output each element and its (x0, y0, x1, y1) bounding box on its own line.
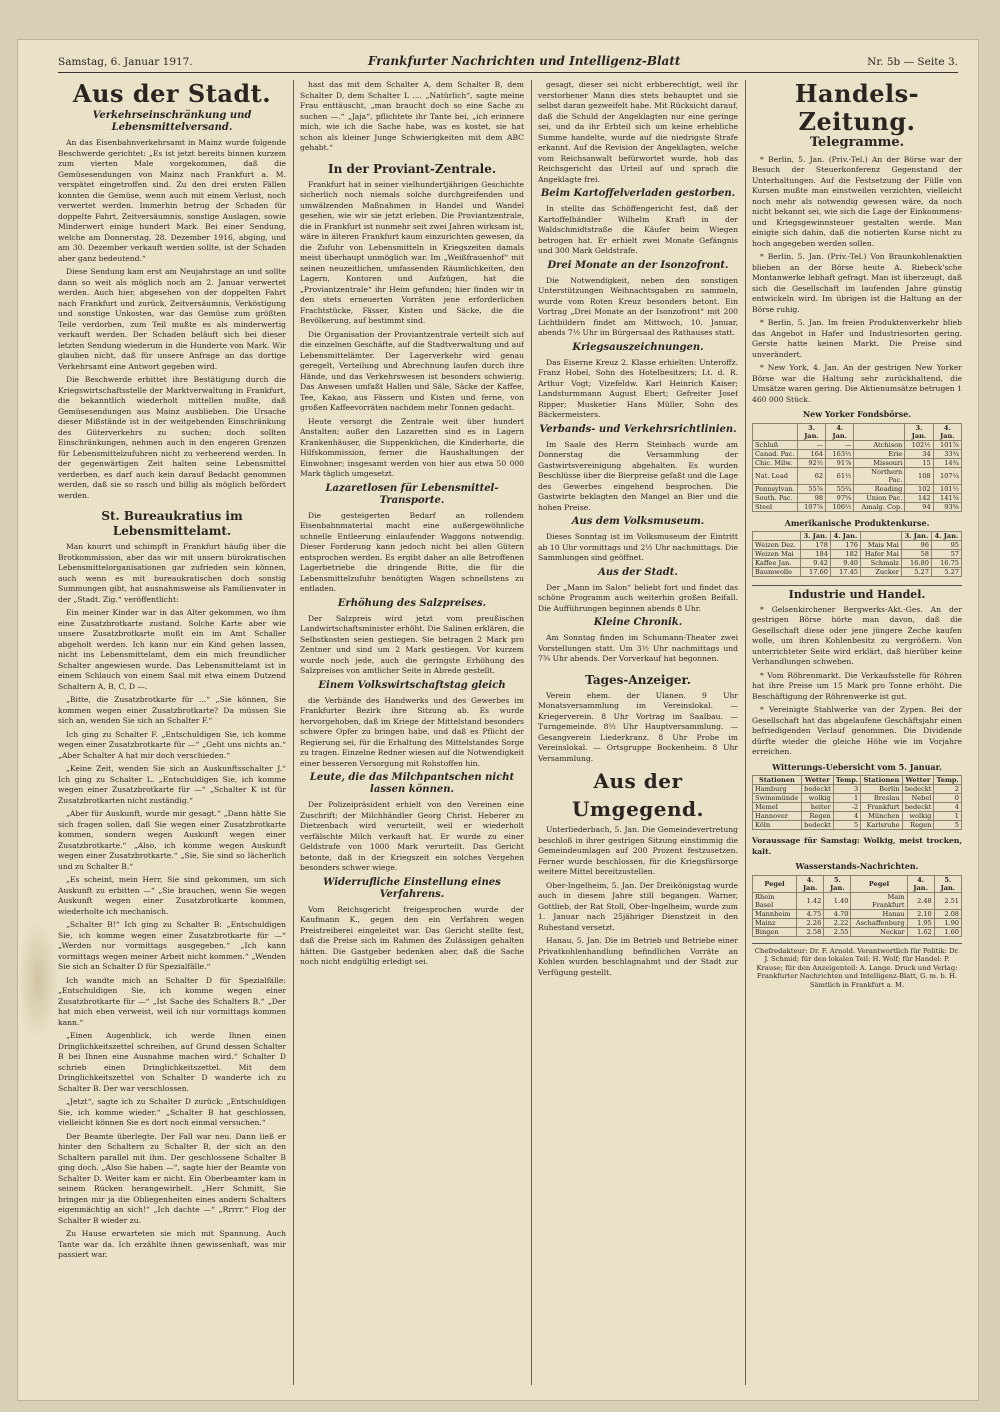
table-header-row (753, 423, 962, 440)
table-cell: 2.48 (907, 892, 934, 909)
article-paragraph: hast das mit dem Schalter A, dem Schalter B, dem Schalter D, dem Schalter L .... „Natürlich“, sagte meine Frau enttäuscht, „man braucht doch so eine Sache zu suchen —.“ „Jaja“, pflichtete ihr Tante bei, „ich erinnere mich, wie ich die Sache habe, was es kostet, sie hat schon als kleiner Junge Schwierigkeiten mit dem ABC gehabt.“ (300, 80, 524, 152)
weather-forecast: Voraussage für Samstag: Wolkig, meist trocken, kalt. (752, 836, 962, 856)
article-paragraph: Unterliederbach, 5. Jan. Die Gemeindevertretung beschloß in ihrer gestrigen Sitzung einstimmig die Gemeindeumlagen auf 200 Prozent festzusetzen. Ferner wurde beschlossen, für die Kriegsfürsorge weitere Mittel bereitzustellen. (538, 825, 738, 876)
table-cell: 163½ (826, 449, 854, 458)
table-cell: 15 (905, 458, 933, 467)
table-row (753, 909, 962, 918)
table-cell: — (826, 440, 854, 449)
table-cell: 2.22 (824, 918, 851, 927)
table-cell: 91⅞ (826, 458, 854, 467)
table-cell: 164 (797, 449, 825, 458)
table-cell: bedeckt (902, 803, 934, 812)
table-cell: Pennsylvan. (753, 484, 798, 493)
table-cell: wolkig (801, 794, 833, 803)
table-cell: 61½ (826, 467, 854, 484)
article-paragraph: Dieses Sonntag ist im Volksmuseum der Eintritt ab 10 Uhr vormittags und 2½ Uhr nachmittags. Die Sammlungen sind geöffnet. (538, 532, 738, 562)
table-row (753, 541, 962, 550)
table-cell: 57 (931, 550, 961, 559)
table-cell: — (797, 440, 825, 449)
table-cell: Hanau (851, 909, 907, 918)
table-header-cell: Stationen (753, 776, 802, 785)
table-header-cell: Pegel (851, 875, 907, 892)
table-header-cell: 3. Jan. (901, 532, 931, 541)
table-cell: 96 (901, 541, 931, 550)
table-cell: 55⅞ (797, 484, 825, 493)
table-cell: 107¼ (933, 467, 961, 484)
table-cell: 2.58 (797, 927, 824, 936)
table-cell: Aschaffenburg (851, 918, 907, 927)
article-paragraph: Am Sonntag finden im Schumann-Theater zwei Vorstellungen statt. Um 3½ Uhr nachmittags und 7¾ Uhr abends. Der Vorverkauf hat begonnen. (538, 633, 738, 663)
table-cell: Köln (753, 821, 802, 830)
table-cell: Bingen (753, 927, 797, 936)
article-paragraph: „Jetzt“, sagte ich zu Schalter D zurück: „Entschuldigen Sie, ich komme wieder.“ „Schalter B hat geschlossen, vielleicht können Sie es dort noch einmal versuchen.“ (58, 1097, 286, 1127)
article-paragraph: „Es scheint, mein Herr, Sie sind gekommen, um sich Auskunft zu erbitten —“ „Sie brauchen, wenn Sie wegen Auskunft wegen einer Zusatzbrotkarte kommen, wiederholte ich mechanisch. (58, 875, 286, 916)
table-cell: 101⅞ (933, 440, 961, 449)
table-title: New Yorker Fondsbörse. (802, 409, 912, 419)
section-title-business: Handels-Zeitung. (794, 80, 920, 136)
table-cell: 58 (901, 550, 931, 559)
table-cell: bedeckt (801, 821, 833, 830)
table-header-cell (753, 532, 801, 541)
table-cell: 94 (905, 502, 933, 511)
table-cell: 4.70 (824, 909, 851, 918)
table-row (753, 785, 962, 794)
table-cell: Zucker (860, 568, 901, 577)
table-cell: 92½ (797, 458, 825, 467)
weather-table (752, 775, 962, 830)
table-cell: Berlin (861, 785, 902, 794)
issue-page-number: Nr. 5b — Seite 3. (867, 56, 958, 68)
table-header-cell: Stationen (861, 776, 902, 785)
table-cell: 141⅜ (933, 493, 961, 502)
article-paragraph: Die Notwendigkeit, neben den sonstigen Unterstützungen Weihnachtsgaben zu sammeln, wurde vom Roten Kreuz besonders betont. Ein Vortrag „Drei Monate an der Isonzofront“ mit 200 Lichtbildern findet am Mittwoch, 10. Januar, abends 7½ Uhr im Bürgersaal des Rathauses statt. (538, 275, 738, 337)
article-paragraph: * Berlin, 5. Jan. Im freien Produktenverkehr blieb das Angebot in Hafer und Industriesorten gering. Gerste hatte keinen Markt. Die Preise sind unverändert. (752, 318, 962, 359)
table-cell: 182 (830, 550, 860, 559)
column-2 (300, 80, 524, 1385)
article-paragraph: An das Eisenbahnverkehrsamt in Mainz wurde folgende Beschwerde gerichtet: „Es ist jetzt bereits binnen kurzem zum vierten Male vorgekommen, daß die Gemüsesendungen von Mainz nach Frankfurt a. M. verspätet eingetroffen sind. Zu den drei ersten Fällen konnten die Gemüse, wenn auch mit einem Verlust, noch verwertet werden. Immerhin betrug der Schaden für doppelte Fahrt, Zeitversäumnis, sonstige Auslagen, sowie Minderwert einige hundert Mark. Bei einer Sendung, welche am Donnerstag, 28. Dezember 1916, abging, und am 30. Dezember verkauft werden sollte, ist der Schaden aber ganz bedeutend.“ (58, 138, 286, 263)
table-cell: 106½ (826, 502, 854, 511)
table-cell: 3 (833, 785, 861, 794)
article-paragraph: * Vereinigte Stahlwerke van der Zypen. Bei der Gesellschaft hat das abgelaufene Geschäftsjahr einen befriedigenden Verlauf genommen. Die Dividende dürfte wieder die gleiche Höhe wie im Vorjahre erreichen. (752, 705, 962, 756)
table-cell: 16.80 (901, 559, 931, 568)
table-title: Witterungs-Uebersicht vom 5. Januar. (772, 761, 942, 772)
article-paragraph: Vom Reichsgericht freigesprochen wurde der Kaufmann K., gegen den ein Verfahren wegen Preistreiberei eingeleitet war. Das Gericht stellte fest, daß die Preise sich im Rahmen des Zulässigen gehalten hätten. Die Gastgeber bedenken aber, daß die Sache noch nicht endgültig erledigt sei. (300, 904, 524, 966)
table-cell: 93⅝ (933, 502, 961, 511)
article-headline: Verkehrseinschränkung und Lebensmittelversand. (92, 110, 252, 133)
table-cell: South. Pac. (753, 493, 798, 502)
table-cell: Reading (854, 484, 905, 493)
table-header-row (753, 875, 962, 892)
table-cell: 1.90 (934, 918, 961, 927)
table-row (753, 812, 962, 821)
table-cell: Memel (753, 803, 802, 812)
table-header-cell: 4. Jan. (826, 423, 854, 440)
table-cell: Kaffee Jan. (753, 559, 801, 568)
article-paragraph: * Berlin, 5. Jan. (Priv.-Tel.) An der Börse war der Besuch der Steuerkonferenz Gegenstand der Unterhaltungen. Auf die Festsetzung der Fülle von Kursen mußte man einstweilen verzichten, vielleicht noch mehr als notwendig gewesen wäre, da noch nicht bekannt sei, wie sich die Lage der Einkommens- und Kriegsgewinnsteuer gestalten werde. Man einigte sich dahin, daß die notierten Kurse nicht zu hoch angegeben werden sollen. (752, 154, 962, 248)
table-cell: bedeckt (801, 785, 833, 794)
table-cell: Schmalz (860, 559, 901, 568)
table-cell: 5 (934, 821, 962, 830)
table-cell: Amalg. Cop. (854, 502, 905, 511)
table-cell: 178 (800, 541, 830, 550)
table-row (753, 803, 962, 812)
table-cell: 1 (934, 812, 962, 821)
table-cell: 107⅞ (797, 502, 825, 511)
article-headline: Drei Monate an der Isonzofront. (547, 259, 729, 271)
table-cell: 1.62 (907, 927, 934, 936)
table-cell: 2.10 (907, 909, 934, 918)
column-3 (538, 80, 738, 1385)
article-headline: Einem Volkswirtschaftstag gleich (318, 679, 506, 691)
article-paragraph: Heute versorgt die Zentrale weit über hundert Anstalten; außer den Lazaretten sind es in Lagern Krankenhäuser, die Suppenküchen, die Kinderhorte, die Hilfskommission, ferner die Haushaltungen der Einwohner; insgesamt werden von hier aus etwa 50 000 Mark täglich umgesetzt. (300, 416, 524, 478)
article-paragraph: die Verbände des Handwerks und des Gewerbes im Frankfurter Bezirk ihre Sitzung ab. Es wurde hervorgehoben, daß im Kriege der Mittelstand besonders schwere Opfer zu bringen habe, und daß es Pflicht der Regierung sei, für die Erhaltung des Mittelstandes Sorge zu tragen. Einzelne Redner wiesen auf die Notwendigkeit einer besseren Versorgung mit Rohstoffen hin. (300, 695, 524, 768)
table-cell: 101½ (933, 484, 961, 493)
table-header-cell (753, 423, 798, 440)
table-row (753, 493, 962, 502)
table-title: Wasserstands-Nachrichten. (795, 861, 919, 871)
section-title-region: Aus der Umgegend. (571, 769, 704, 821)
article-paragraph: Der Salzpreis wird jetzt vom preußischen Landwirtschaftsminister erhöht. Die Salinen erklären, die Selbstkosten seien gestiegen. Sie betragen 2 Mark pro Zentner und sind um 2 Mark gestiegen. Vor kurzem wurde noch jede, auch die geringste Erhöhung des Salzpreises von amtlicher Seite in Abrede gestellt. (300, 613, 524, 675)
column-rule (293, 80, 294, 1385)
table-cell: 62 (797, 467, 825, 484)
table-cell: Union Pac. (854, 493, 905, 502)
table-cell: 4 (934, 803, 962, 812)
article-headline: Kriegsauszeichnungen. (572, 341, 704, 353)
article-paragraph: * Berlin, 5. Jan. (Priv.-Tel.) Von Braunkohlenaktien blieben an der Börse heute A. Riebeck'sche Montanwerke lebhaft gefragt. Man ist überzeugt, daß sich die Gesellschaft im laufenden Jahre günstig entwickeln wird. Im übrigen ist die Haltung an der Börse ruhig. (752, 252, 962, 314)
article-paragraph: Der Polizeipräsident erhielt von den Vereinen eine Zuschrift; der Milchhändler Georg Christ. Heberer zu Dietzenbach wird verurteilt, weil er wiederholt verfälschte Milch verkauft hat. Er wurde zu einer Geldstrafe von 1000 Mark verurteilt. Das Gericht betonte, daß in der Kriegszeit ein solches Vergehen besonders schwer wiege. (300, 800, 524, 872)
article-headline: Beim Kartoffelverladen gestorben. (540, 188, 736, 199)
article-paragraph: * New York, 4. Jan. An der gestrigen New Yorker Börse war die Haltung sehr zurückhaltend, die Umsätze waren gering. Die Aktienumsätze betrugen 1 460 000 Stück. (752, 363, 962, 404)
table-cell: Atchison (854, 440, 905, 449)
table-cell: Northern Pac. (854, 467, 905, 484)
table-cell: 9.42 (800, 559, 830, 568)
article-headline: Leute, die das Milchpantschen nicht lassen können. (309, 772, 515, 795)
table-cell: Erie (854, 449, 905, 458)
article-paragraph: Zu Hause erwarteten sie mich mit Spannung. Auch Tante war da. Ich erzählte ihnen gewissenhaft, was mir passiert war. (58, 1229, 286, 1259)
article-headline: In der Proviant-Zentrale. (327, 161, 497, 176)
table-cell: 2.51 (934, 892, 961, 909)
table-header-cell: 5. Jan. (934, 875, 961, 892)
issue-date: Samstag, 6. Januar 1917. (58, 56, 193, 68)
table-cell: 2.26 (797, 918, 824, 927)
article-paragraph: Hanau, 5. Jan. Die im Betrieb und Betriebe einer Privatkohlenhandlung befindlichen Vorräte an Kohlen wurden beschlagnahmt und der Stadt zur Verfügung gestellt. (538, 936, 738, 977)
table-cell: Schluß (753, 440, 798, 449)
article-paragraph: Ich wandte mich an Schalter D für Spezialfälle: „Entschuldigen Sie, ich komme wegen einer Zusatzbrotkarte für —“ „Ist Sache des Schalters B.“ „Der hat mich eben verweist, weil ich nur vormittags kommen kann.“ (58, 975, 286, 1027)
table-row (753, 467, 962, 484)
article-paragraph: „Keine Zeit, wenden Sie sich an Auskunftsschalter J.“ Ich ging zu Schalter L. „Entschuldigen Sie, ich komme wegen einer Zusatzbrotkarte für —“ „Schalter K ist für Zusatzbrotkarten nicht zuständig.“ (58, 764, 286, 805)
table-row (753, 927, 962, 936)
article-paragraph: Die Organisation der Proviantzentrale verteilt sich auf die einzelnen Geschäfte, auf die Stadtverwaltung und auf Lebensmittelämter. Der Lagerverkehr wird genau geregelt, Verteilung und Abrechnung laufen durch ihre Hände, und das Verkehrswesen ist besonders schwierig. Das Anwesen umfaßt Hallen und Säle, Säcke der Kaffee, Tee, Kakao, aus Fässern und Kisten und ferne, von großen Kaffeevorräten nachdem mehr Tonnen gedacht. (300, 329, 524, 412)
table-cell: Karlsruhe (861, 821, 902, 830)
table-row (753, 568, 962, 577)
article-paragraph: gesagt, dieser sei nicht erbberechtigt, weil ihr verstorbener Mann dies stets behauptet und sie selbst daran gezweifelt habe. Mit Rücksicht darauf, daß die Schuld der Angeklagten nur eine geringe sei, und da ihr Erbteil sich um keine erhebliche Summe handelte, wurde auf die niedrigste Strafe erkannt. Auf die Revision der Angeklagten, welche vom Reichsanwalt befürwortet wurde, hob das Reichsgericht das Urteil auf und sprach die Angeklagte frei. (538, 80, 738, 184)
article-paragraph: Man knurrt und schimpft in Frankfurt häufig über die Brotkommission, aber das wir mit unsern bürokratischen Lebensmittelorganisationen gar zufrieden sein können, auch wenn es mit bureaukratischen doch sonstig Summungen gibt, hat ausnahmsweise als Familienvater in der „Stadt. Zig.“ veröffentlicht: (58, 542, 286, 604)
table-header-cell: 3. Jan. (797, 423, 825, 440)
article-paragraph: Die gesteigerten Bedarf an rollendem Eisenbahnmaterial macht eine außergewöhnliche schnelle Entleerung einlaufender Waggons notwendig. Dieser Forderung kann jedoch nicht bei allen Gütern entsprochen werden. Es ergibt daher an alle Betroffenen Lagerbetriebe die dringende Bitte, die für die Lebensmittelzufuhr benötigten Wagen schnellstens zu entladen. (300, 510, 524, 593)
table-cell: Main Frankfurt (851, 892, 907, 909)
table-cell: Missouri (854, 458, 905, 467)
table-header-cell: Wetter (801, 776, 833, 785)
table-cell: Rhein Basel (753, 892, 797, 909)
table-cell: Hamburg (753, 785, 802, 794)
ny-stock-table (752, 423, 962, 512)
table-row (753, 794, 962, 803)
table-header-cell: Temp. (833, 776, 861, 785)
article-headline: Verbands- und Verkehrsrichtlinien. (539, 423, 737, 435)
table-cell: Weizen Mai (753, 550, 801, 559)
table-cell: 55¾ (826, 484, 854, 493)
table-row (753, 892, 962, 909)
table-cell: 1.40 (824, 892, 851, 909)
table-cell: 1 (833, 794, 861, 803)
article-paragraph: Das Eiserne Kreuz 2. Klasse erhielten: Unteroffz. Franz Hobel, Sohn des Hotelbesitzers; Lt. d. R. Arthur Vogt; Vizefeldw. Karl Heinrich Kaiser; Landsturmmann August Ebert; Gefreiter Josef Ripper; Musketier Hans Müller, Sohn des Bäckermeisters. (538, 357, 738, 419)
table-header-cell: 4. Jan. (830, 532, 860, 541)
table-cell: Regen (902, 821, 934, 830)
column-rule (745, 80, 746, 1385)
table-header-cell: Pegel (753, 875, 797, 892)
table-cell: 17.60 (800, 568, 830, 577)
table-row (753, 550, 962, 559)
table-cell: 98 (797, 493, 825, 502)
table-cell: 33¾ (933, 449, 961, 458)
table-cell: Regen (801, 812, 833, 821)
paper-stain (18, 920, 58, 1040)
article-headline: Aus dem Volksmuseum. (571, 516, 705, 527)
article-paragraph: * Vom Röhrenmarkt. Die Verkaufsstelle für Röhren hat ihre Preise um 15 Mark pro Tonne erhöht. Die Beschäftigung der Röhrenwerke ist gut. (752, 670, 962, 701)
table-cell: Neckar (851, 927, 907, 936)
table-header-cell: 4. Jan. (797, 875, 824, 892)
table-row (753, 440, 962, 449)
table-cell: München (861, 812, 902, 821)
article-paragraph: Im Saale des Herrn Steinbach wurde am Donnerstag die Versammlung der Gastwirtsvereinigung abgehalten. Es wurden Beschlüsse über die Bierpreise gefaßt und die Lage des Gewerbes eingehend besprochen. Die Gastwirte beklagten den Mangel an Bier und die hohen Preise. (538, 439, 738, 512)
table-header-cell: 4. Jan. (907, 875, 934, 892)
newspaper-page (18, 40, 978, 1400)
table-row (753, 449, 962, 458)
table-row (753, 918, 962, 927)
produce-price-table (752, 531, 962, 577)
table-header-row (753, 532, 962, 541)
table-cell: Baumwolle (753, 568, 801, 577)
article-paragraph: Diese Sendung kam erst am Neujahrstage an und sollte dann so weit als möglich noch am 2. Januar verwertet werden. Auch hier, abgesehen von der doppelten Fahrt nach Frankfurt und zurück, Zeitversäumnis, Verköstigung und sonstige Unkosten, war das Gemüse zum größten Teile verdorben, zum Teil mußte es als minderwertig verkauft werden. Der Schaden beläuft sich bei dieser letzten Sendung wiederum in die Hunderte von Mark. Wir glauben nicht, daß für unsere Anfrage an das dortige Verkehrsamt eine Antwort gegeben wird. (58, 267, 286, 371)
section-subtitle: Telegramme. (809, 135, 905, 150)
table-cell: 176 (830, 541, 860, 550)
article-headline: Kleine Chronik. (593, 617, 683, 628)
table-cell: 2.08 (934, 909, 961, 918)
table-cell: 5.27 (901, 568, 931, 577)
table-row (753, 821, 962, 830)
table-cell: Weizen Dez. (753, 541, 801, 550)
table-cell: Hannover (753, 812, 802, 821)
table-row (753, 458, 962, 467)
table-cell: 184 (800, 550, 830, 559)
table-cell: heiter (801, 803, 833, 812)
table-cell: Breslau (861, 794, 902, 803)
table-cell: 2 (934, 785, 962, 794)
article-paragraph: „Bitte, die Zusatzbrotkarte für ...“ „Sie können, Sie kommen wegen einer Zusatzbrotkarte? Da müssen Sie sich an, wenden Sie sich an Schalter F.“ (58, 695, 286, 725)
table-cell: 102 (905, 484, 933, 493)
table-cell: Steel (753, 502, 798, 511)
page-header (58, 54, 958, 73)
table-cell: Mainz (753, 918, 797, 927)
article-paragraph: Die Beschwerde erbittet ihre Bestätigung durch die Kriegswirtschaftsstelle der Marktverwaltung in Frankfurt, die bekanntlich wiederholt mittellen mußte, daß Gemüsesendungen aus Mainz ausblieben. Die Ursache dieser Mißstände ist in der weitgehenden Einschränkung des Güterverkehrs zu suchen; doch sollten Einschränkungen, nehmen auch in den engeren Grenzen für Lebensmittelzufuhren nicht zu verheerend werden. In der gegenwärtigen Zeit halten seine Lebensmittel verderben, es darf auch kein darauf Bedacht genommen werden, daß sie so rasch und billig als möglich befördert werden. (58, 375, 286, 500)
table-cell: 34 (905, 449, 933, 458)
column-1 (58, 80, 286, 1385)
table-cell: 1.95 (907, 918, 934, 927)
table-header-cell: 3. Jan. (905, 423, 933, 440)
table-cell: wolkig (902, 812, 934, 821)
table-header-cell: 3. Jan. (800, 532, 830, 541)
table-header-cell: 5. Jan. (824, 875, 851, 892)
table-header-cell: Temp. (934, 776, 962, 785)
article-headline: Erhöhung des Salzpreises. (337, 597, 487, 609)
table-header-row (753, 776, 962, 785)
table-cell: 97⅝ (826, 493, 854, 502)
article-paragraph: Der „Mann im Salon“ beliebt fort und findet das schöne Programm auch weiterhin großen Beifall. Die Aufführungen beginnen abends 8 Uhr. (538, 582, 738, 613)
table-cell: Hafer Mai (860, 550, 901, 559)
table-cell: Mais Mai (860, 541, 901, 550)
table-cell: 4 (833, 812, 861, 821)
table-cell: 142 (905, 493, 933, 502)
table-cell: 108 (905, 467, 933, 484)
table-cell: 17.45 (830, 568, 860, 577)
table-cell: 102½ (905, 440, 933, 449)
section-title-local: Aus der Stadt. (72, 80, 272, 108)
water-level-table (752, 875, 962, 937)
article-paragraph: „Einen Augenblick, ich werde Ihnen einen Dringlichkeitszettel schreiben, auf Grund dessen Schalter B bei Ihnen eine Ausnahme machen wird.“ Schalter D schrieb einen Dringlichkeitszettel. Mit dem Dringlichkeitszettel von Schalter D wanderte ich zu Schalter B. Der war verschlossen. (58, 1031, 286, 1093)
table-cell: Nebel (902, 794, 934, 803)
table-cell: 5.27 (931, 568, 961, 577)
table-cell: 9.40 (830, 559, 860, 568)
table-header-cell (854, 423, 905, 440)
table-header-cell: Wetter (902, 776, 934, 785)
article-paragraph: Ich ging zu Schalter F. „Entschuldigen Sie, ich komme wegen einer Zusatzbrotkarte für —“ „Geht uns nichts an.“ „Aber Schalter A hat mir doch verschieden.“ (58, 729, 286, 760)
table-cell: Swinemünde (753, 794, 802, 803)
article-headline: St. Bureaukratius im Lebensmittelamt. (101, 509, 243, 538)
table-cell: bedeckt (902, 785, 934, 794)
table-cell: -2 (833, 803, 861, 812)
table-row (753, 484, 962, 493)
table-cell: 95 (931, 541, 961, 550)
section-title-industry: Industrie und Handel. (752, 585, 962, 601)
article-paragraph: Frankfurt hat in seiner vielhundertjährigen Geschichte sicherlich noch niemals solche durchgreifenden und umwälzenden Maßnahmen in Handel und Wandel gesehen, wie wir sie jetzt erleben. Die Proviantzentrale, die in Frankfurt ist nunmehr seit zwei Jahren wirksam ist, wäre in älteren Frankfurt kaum einzurichten gewesen, da die Zufuhr von Lebensmitteln in Kriegszeiten damals meist überhaupt unmöglich war. Im „Weißfrauenhof“ mit seinen neuzeitlichen, umfassenden Räumlichkeiten, den Lagern, Kontoren und Aufzügen, hat die „Proviantzentrale“ ihr Heim gefunden; hier finden wir in den stets erneuerten Vorräten jene erforderlichen Frachtstücke, Fässer, Kisten und Säcke, die die Bevölkerung, auf bestimmt sind. (300, 179, 524, 325)
table-row (753, 559, 962, 568)
table-cell: 1.42 (797, 892, 824, 909)
table-header-cell (860, 532, 901, 541)
table-cell: 14¾ (933, 458, 961, 467)
table-cell: Chic. Milw. (753, 458, 798, 467)
table-cell: Nat. Lead (753, 467, 798, 484)
article-headline: Widerrufliche Einstellung eines Verfahrens. (323, 876, 501, 900)
table-cell: 4.75 (797, 909, 824, 918)
table-cell: Frankfurt (861, 803, 902, 812)
table-cell: 0 (934, 794, 962, 803)
table-cell: Mannheim (753, 909, 797, 918)
column-rule (531, 80, 532, 1385)
article-paragraph: Der Beamte überlegte. Der Fall war neu. Dann ließ er hinter den Schaltern zu Schalter B, der sich an den Schaltern parallel mit ihm. Der geschlossene Schalter B ging doch. „Also Sie haben —“, sagte hier der Beamte von Schalter D. Weiter kam er nicht. Ein Oberbeamter kam in seinem Rücken herangewirbelt. „Herr Schmitt, Sie bringen mir ja die Obliegenheiten eines andern Schalters eigenmächtig an sich!“ „Ich dachte —“ „Rrrrr.“ Flog der Schalter B wieder zu. (58, 1131, 286, 1225)
table-cell: 1.60 (934, 927, 961, 936)
table-cell: Canad. Pac. (753, 449, 798, 458)
section-title-ads: Tages-Anzeiger. (585, 672, 691, 687)
table-title: Amerikanische Produktenkurse. (784, 517, 930, 528)
newspaper-name: Frankfurter Nachrichten und Intelligenz-Blatt (368, 54, 681, 68)
article-headline: Lazaretlosen für Lebensmittel-Transporte. (325, 482, 499, 506)
table-cell: 5 (833, 821, 861, 830)
table-header-cell: 4. Jan. (931, 532, 961, 541)
column-4 (752, 80, 962, 1385)
article-paragraph: Ober-Ingelheim, 5. Jan. Der Dreikönigstag wurde auch in diesem Jahre still begangen. Warner, Gottlieb, der Rat Stoll, Ober-Ingelheim, wurde zum 1. Januar nach 25jähriger Dienstzeit in den Ruhestand versetzt. (538, 880, 738, 932)
table-cell: 16.75 (931, 559, 961, 568)
table-cell: 2.55 (824, 927, 851, 936)
article-headline: Aus der Stadt. (598, 566, 678, 578)
imprint: Chefredakteur: Dr. F. Arnold. Verantwortlich für Politik: Dr. J. Schmid; für den lokalen Teil: H. Wolf; für Handel: P. Krause; für den Anzeigenteil: A. Lange. Druck und Verlag: Frankfurter Nachrichten und Intelligenz-Blatt, G. m. b. H. Sämtlich in Frankfurt a. M. (752, 943, 962, 990)
article-paragraph: Verein ehem. der Ulanen. 9 Uhr Monatsversammlung im Vereinslokal. — Kriegerverein. 8 Uhr Vortrag im Saalbau. — Turngemeinde. 8½ Uhr Hauptversammlung. — Gesangverein Liederkranz. 8 Uhr Probe im Vereinslokal. — Ortsgruppe Bockenheim. 8 Uhr Versammlung. (538, 690, 738, 763)
article-paragraph: „Aber für Auskunft, wurde mir gesagt.“ „Dann hätte Sie sich fragen sollen, daß Sie wegen einer Zusatzbrotkarte kommen, sondern wegen Auskunft wegen einer Zusatzbrotkarte.“ „Also, ich komme wegen Auskunft wegen einer Zusatzbrotkarte.“ „Sie, Sie sind so lächerlich und zu Schalter B.“ (58, 809, 286, 871)
article-paragraph: Ein meiner Kinder war in das Alter gekommen, wo ihm eine Zusatzbrotkarte zustand. Solche Karte aber wie unsere Zusatzbrotkarte mußt ein im Amt Schaller abgeholt werden. Ich kann nur ein Kind gehen lassen, nicht ins Lebensmittelamt, dem ein mich freundlicher Schalter angewiesen wurde. Das Lebensmittelamt ist in einem Schlauch von einem Saal mit etwa einem Dutzend Schaltern A, B, C, D —. (58, 608, 286, 691)
article-paragraph: In stellte das Schöffengericht fest, daß der Kartoffelhändler Wilhelm Kraft in der Waldschmidtstraße die Käufer beim Wiegen betrogen hat. Er erhielt zwei Monate Gefängnis und 300 Mark Geldstrafe. (538, 204, 738, 255)
table-row (753, 502, 962, 511)
article-paragraph: * Gelsenkirchener Bergwerks-Akt.-Ges. An der gestrigen Börse hörte man davon, daß die Gesellschaft diese oder jene jüngere Zeche kaufen wolle, um ihren Kohlenbesitz zu vergrößern. Von unterrichteter Seite wird erklärt, daß hierüber keine Verhandlungen schweben. (752, 604, 962, 666)
table-header-cell: 4. Jan. (933, 423, 961, 440)
article-paragraph: „Schalter B!“ Ich ging zu Schalter B: „Entschuldigen Sie, ich komme wegen einer Zusatzbrotkarte für —“ „Werden nur vormittags ausgegeben.“ „Ich kann vormittags wegen meiner Arbeit nicht kommen.“ „Wenden Sie sich an Schalter D für Spezialfälle.“ (58, 920, 286, 971)
